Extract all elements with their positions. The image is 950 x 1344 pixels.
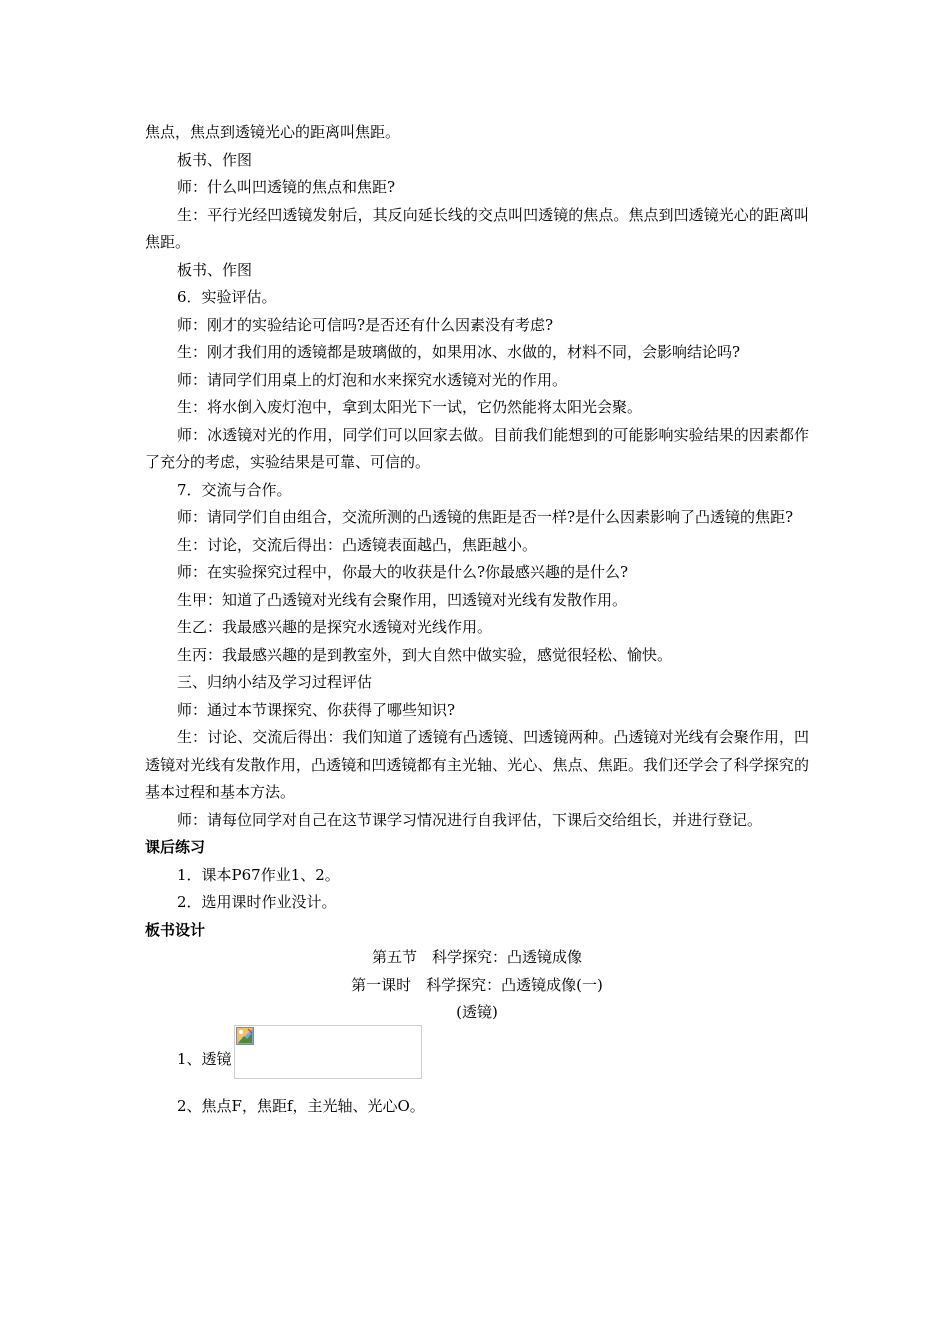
board-item-focus: 2、焦点F，焦距f，主光轴、光心O。 [177, 1096, 425, 1115]
board-design-heading: 板书设计 [145, 920, 206, 939]
board-item-lens [145, 1031, 809, 1087]
body-paragraph: 生乙：我最感兴趣的是探究水透镜对光线作用。 [177, 618, 493, 636]
body-paragraph: 师：什么叫凹透镜的焦点和焦距? [177, 178, 396, 196]
body-paragraph: 7．交流与合作。 [177, 480, 292, 499]
body-paragraph: 生：平行光经凹透镜发射后，其反向延长线的交点叫凹透镜的焦点。焦点到凹透镜光心的距离叫焦距。 [145, 205, 809, 251]
board-title-section: 第五节 科学探究：凸透镜成像 [371, 948, 582, 966]
homework-item: 2．选用课时作业没计。 [177, 893, 337, 911]
body-paragraph: 师：在实验探究过程中，你最大的收获是什么?你最感兴趣的是什么? [177, 563, 629, 581]
lesson-body [145, 119, 809, 834]
body-paragraph: 师：请每位同学对自己在这节课学习情况进行自我评估，下课后交给组长，并进行登记。 [177, 810, 763, 829]
board-title-lesson: 第一课时 科学探究：凸透镜成像(一) [351, 975, 603, 994]
body-paragraph: 生丙：我最感兴趣的是到教室外，到大自然中做实验，感觉很轻松、愉快。 [177, 645, 673, 664]
board-title-topic: (透镜) [456, 1003, 498, 1021]
body-paragraph: 师：请同学们自由组合，交流所测的凸透镜的焦距是否一样?是什么因素影响了凸透镜的焦距? [177, 508, 794, 526]
lens-label: 1、透镜 [177, 1050, 232, 1068]
body-paragraph: 生甲：知道了凸透镜对光线有会聚作用，凹透镜对光线有发散作用。 [177, 590, 628, 609]
body-paragraph: 三、归纳小结及学习过程评估 [177, 673, 373, 691]
document-page [145, 119, 809, 1120]
body-paragraph: 板书、作图 [177, 150, 253, 169]
broken-image-icon [236, 1027, 254, 1045]
body-paragraph: 生：讨论、交流后得出：我们知道了透镜有凸透镜、凹透镜两种。凸透镜对光线有会聚作用，凹透镜对光线有发散作用，凸透镜和凹透镜都有主光轴、光心、焦点、焦距。我们还学会了科学探究的基本过程和基本方法。 [145, 728, 809, 801]
body-paragraph: 生：讨论，交流后得出：凸透镜表面越凸，焦距越小。 [177, 535, 538, 554]
body-paragraph: 师：通过本节课探究、你获得了哪些知识? [177, 700, 456, 719]
body-paragraph: 生：将水倒入废灯泡中，拿到太阳光下一试，它仍然能将太阳光会聚。 [177, 398, 643, 416]
body-paragraph: 焦点，焦点到透镜光心的距离叫焦距。 [145, 123, 401, 141]
homework-item: 1．课本P67作业1、2。 [177, 865, 340, 884]
lens-image-placeholder [234, 1025, 422, 1079]
body-paragraph: 师：请同学们用桌上的灯泡和水来探究水透镜对光的作用。 [177, 370, 568, 389]
body-paragraph: 师：刚才的实验结论可信吗?是否还有什么因素没有考虑? [177, 315, 554, 334]
body-paragraph: 师：冰透镜对光的作用，同学们可以回家去做。目前我们能想到的可能影响实验结果的因素都作了充分的考虑，实验结果是可靠、可信的。 [145, 425, 809, 471]
body-paragraph: 6．实验评估。 [177, 288, 277, 306]
body-paragraph: 板书、作图 [177, 260, 253, 279]
homework-heading: 课后练习 [145, 838, 206, 856]
body-paragraph: 生：刚才我们用的透镜都是玻璃做的，如果用冰、水做的，材料不同，会影响结论吗? [177, 343, 741, 361]
